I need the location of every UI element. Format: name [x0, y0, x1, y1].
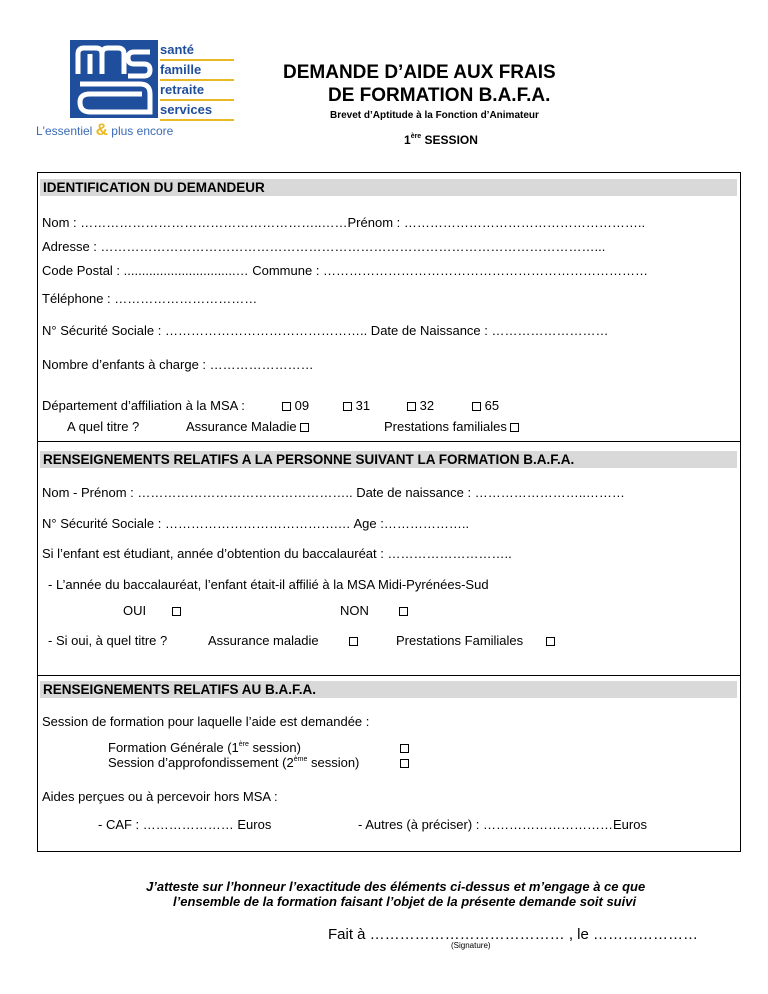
nom-prenom-field[interactable]: Nom : ………………………………………………..……Prénom : ……………………………………………….. — [42, 215, 646, 230]
option-prestations-familiales-2[interactable] — [396, 633, 555, 648]
logo-line-services: services — [160, 101, 234, 121]
tagline-right: plus encore — [111, 124, 174, 138]
checkbox[interactable] — [300, 423, 309, 432]
section-heading: RENSEIGNEMENTS RELATIFS AU B.A.F.A. — [40, 681, 737, 698]
caf-field[interactable]: - CAF : ………………… Euros — [98, 817, 272, 832]
option-label: Session d’approfondissement (2 — [108, 755, 294, 770]
option-label: Assurance Maladie — [186, 419, 297, 434]
checkbox[interactable] — [472, 402, 481, 411]
logo-tagline — [36, 120, 173, 140]
enfants-field[interactable]: Nombre d’enfants à charge : …………………… — [42, 357, 314, 372]
checkbox[interactable] — [343, 402, 352, 411]
option-label: Prestations Familiales — [396, 633, 524, 648]
session-num: 1 — [404, 133, 411, 147]
secu-naissance-field[interactable]: N° Sécurité Sociale : ……………………………………….. Date de Naissance : ……………………… — [42, 323, 609, 338]
signature-label: (Signature) — [451, 941, 491, 950]
session-label — [404, 133, 478, 147]
dept-option-31[interactable] — [343, 398, 370, 413]
departement-label: Département d’affiliation à la MSA : — [42, 398, 245, 413]
option-non[interactable] — [340, 603, 408, 618]
option-formation-generale[interactable] — [108, 741, 301, 755]
option-oui[interactable] — [123, 603, 181, 618]
checkbox[interactable] — [399, 607, 408, 616]
section-identification — [37, 172, 741, 442]
dept-option-09[interactable] — [282, 398, 309, 413]
option-label: OUI — [123, 603, 147, 618]
autres-field[interactable]: - Autres (à préciser) : …………………………Euros — [358, 817, 647, 832]
section-heading: RENSEIGNEMENTS RELATIFS A LA PERSONNE SUIVANT LA FORMATION B.A.F.A. — [40, 451, 737, 468]
aides-label: Aides perçues ou à percevoir hors MSA : — [42, 789, 278, 804]
logo-line-famille: famille — [160, 61, 234, 81]
dept-label: 65 — [484, 398, 500, 413]
telephone-field[interactable]: Téléphone : …………………………… — [42, 291, 258, 306]
option-assurance-maladie[interactable] — [186, 419, 309, 434]
option-label: Formation Générale (1 — [108, 740, 239, 755]
tagline-amp: & — [95, 120, 108, 139]
page-title-line1: DEMANDE D’AIDE AUX FRAIS — [283, 62, 556, 83]
option-label: Prestations familiales — [384, 419, 507, 434]
si-oui-question: - Si oui, à quel titre ? — [48, 633, 168, 648]
option-label: Assurance maladie — [208, 633, 319, 648]
fait-a-field[interactable]: Fait à ………………………………… , le ………………… — [328, 926, 699, 943]
section-bafa — [37, 675, 741, 852]
checkbox[interactable] — [282, 402, 291, 411]
checkbox[interactable] — [546, 637, 555, 646]
option-sup: ème — [293, 756, 308, 763]
adresse-field[interactable]: Adresse : ……………………………………………………………………………………………………... — [42, 239, 606, 254]
session-sup: ère — [410, 133, 422, 140]
attestation-line1: J’atteste sur l’honneur l’exactitude des éléments ci-dessus et m’engage à ce que — [146, 879, 646, 894]
affiliation-question: - L’année du baccalauréat, l’enfant était-il affilié à la MSA Midi-Pyrénées-Sud — [48, 577, 489, 592]
dept-label: 09 — [294, 398, 310, 413]
code-postal-commune-field[interactable]: Code Postal : ...............................… Commune : ………………………………………………………………… — [42, 263, 649, 278]
section-personne-formation — [37, 441, 741, 676]
checkbox[interactable] — [407, 402, 416, 411]
dept-label: 31 — [355, 398, 371, 413]
tagline-left: L'essentiel — [36, 124, 93, 138]
baccalaureat-field[interactable]: Si l’enfant est étudiant, année d’obtention du baccalauréat : ……………………….. — [42, 546, 512, 561]
logo-line-sante: santé — [160, 41, 234, 61]
nom-prenom-naissance-field[interactable]: Nom - Prénom : ………………………………………….. Date de naissance : ……………………..……… — [42, 485, 625, 500]
option-sup: ère — [238, 741, 249, 748]
option-assurance-maladie-2[interactable] — [208, 633, 358, 648]
dept-option-65[interactable] — [472, 398, 499, 413]
page-title-line2: DE FORMATION B.A.F.A. — [328, 85, 551, 106]
option-approfondissement[interactable] — [108, 756, 359, 770]
option-prestations-familiales[interactable] — [384, 419, 519, 434]
checkbox[interactable] — [510, 423, 519, 432]
option-label: session) — [248, 740, 301, 755]
msa-logo — [36, 40, 236, 140]
checkbox[interactable] — [349, 637, 358, 646]
checkbox-approfondissement[interactable] — [400, 759, 409, 768]
attestation-line2: l’ensemble de la formation faisant l’objet de la présente demande soit suivi — [173, 894, 637, 909]
logo-line-retraite: retraite — [160, 81, 234, 101]
page-subtitle: Brevet d’Aptitude à la Fonction d’Animateur — [330, 110, 539, 121]
titre-question: A quel titre ? — [67, 419, 140, 434]
dept-option-32[interactable] — [407, 398, 434, 413]
session-question: Session de formation pour laquelle l’aide est demandée : — [42, 714, 370, 729]
checkbox-formation-generale[interactable] — [400, 744, 409, 753]
secu-age-field[interactable]: N° Sécurité Sociale : ………………………………….… Age :……………….. — [42, 516, 470, 531]
msa-logo-mark — [70, 40, 158, 118]
checkbox[interactable] — [172, 607, 181, 616]
session-text: SESSION — [424, 133, 478, 147]
option-label: session) — [307, 755, 360, 770]
section-heading: IDENTIFICATION DU DEMANDEUR — [40, 179, 737, 196]
option-label: NON — [340, 603, 369, 618]
dept-label: 32 — [419, 398, 435, 413]
